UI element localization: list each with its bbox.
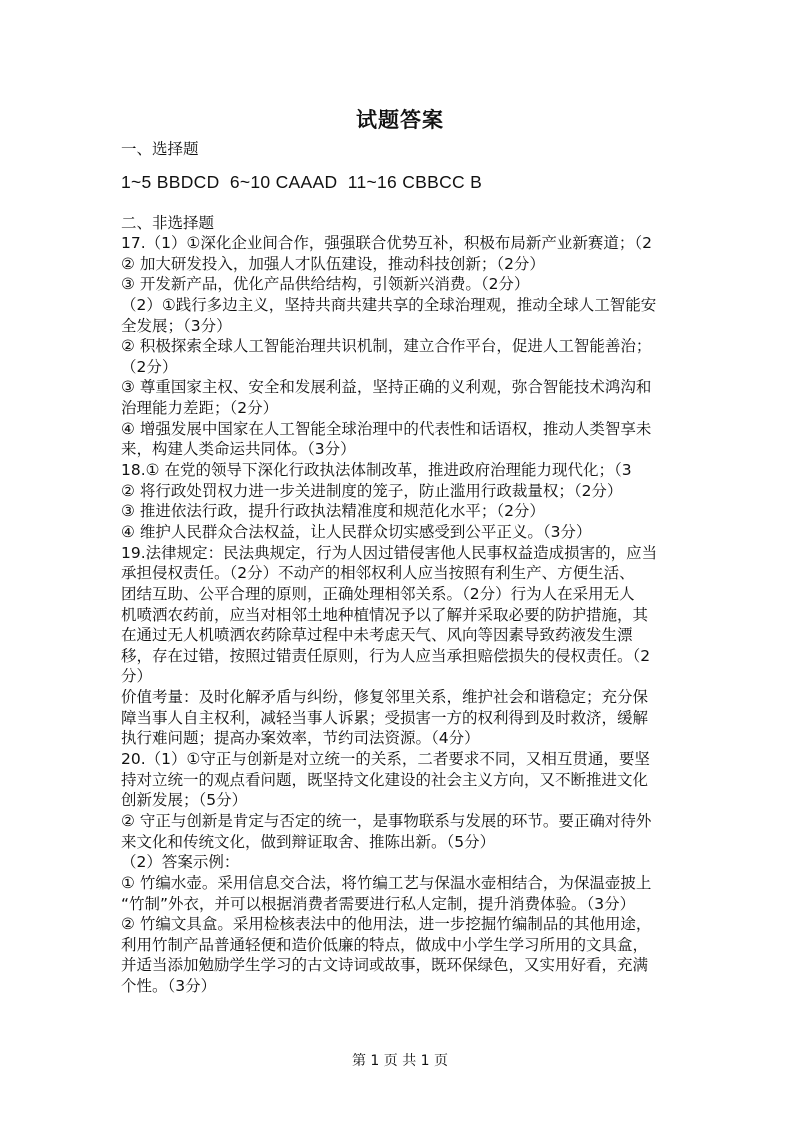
nonchoice-answer-lines (121, 233, 693, 997)
answer-line: ④ 维护人民群众合法权益，让人民群众切实感受到公平正义。（3分） (121, 522, 592, 541)
answer-line: ④ 增强发展中国家在人工智能全球治理中的代表性和话语权，推动人类智享未 (121, 419, 652, 438)
answer-line: （2分） (121, 357, 178, 376)
answer-line: 机喷洒农药前，应当对相邻土地种植情况予以了解并采取必要的防护措施，其 (121, 605, 649, 624)
answer-line: 持对立统一的观点看问题，既坚持文化建设的社会主义方向，又不断推进文化 (121, 770, 649, 789)
answer-line: ③ 尊重国家主权、安全和发展利益，坚持正确的义利观，弥合智能技术鸿沟和 (121, 378, 652, 397)
answer-line: 团结互助、公平合理的原则，正确处理相邻关系。（2分）行为人在采用无人 (121, 584, 635, 603)
answer-line: 创新发展；（5分） (121, 791, 248, 810)
answer-line: ② 将行政处罚权力进一步关进制度的笼子，防止滥用行政裁量权；（2分） (121, 481, 623, 500)
answer-line: 来，构建人类命运共同体。（3分） (121, 440, 356, 459)
choice-answers: 1~5 BBDCD 6~10 CAAAD 11~16 CBBCC B (121, 172, 483, 192)
answer-line: “竹制”外衣，并可以根据消费者需要进行私人定制，提升消费体验。（3分） (121, 894, 636, 913)
page-title: 试题答案 (356, 108, 444, 132)
section-nonchoice-heading: 二、非选择题 (121, 214, 215, 232)
answer-line: 来文化和传统文化，做到辩证取舍、推陈出新。（5分） (121, 832, 496, 851)
answer-line: 并适当添加勉励学生学习的古文诗词或故事，既环保绿色，又实用好看，充满 (121, 956, 649, 975)
answer-line: 个性。（3分） (121, 977, 217, 996)
answer-line: 17.（1）①深化企业间合作，强强联合优势互补，积极布局新产业新赛道；（2 (121, 234, 653, 252)
answer-line: ③ 推进依法行政，提升行政执法精准度和规范化水平；（2分） (121, 502, 545, 521)
answer-line: 价值考量：及时化解矛盾与纠纷，修复邻里关系，维护社会和谐稳定；充分保 (121, 688, 649, 707)
answer-line: 移，存在过错，按照过错责任原则，行为人应当承担赔偿损失的侵权责任。（2 (121, 646, 651, 665)
answer-line: 19.法律规定：民法典规定，行为人因过错侵害他人民事权益造成损害的，应当 (121, 543, 658, 562)
answer-line: ① 竹编水壶。采用信息交合法，将竹编工艺与保温水壶相结合，为保温壶披上 (121, 873, 652, 892)
answer-line: （2）①践行多边主义，坚持共商共建共享的全球治理观，推动全球人工智能安 (121, 295, 657, 314)
answer-line: 18.① 在党的领导下深化行政执法体制改革，推进政府治理能力现代化；（3 (121, 461, 632, 480)
answer-line: ② 守正与创新是肯定与否定的统一，是事物联系与发展的环节。要正确对待外 (121, 811, 652, 830)
answer-line: 障当事人自主权利，减轻当事人诉累；受损害一方的权利得到及时救济，缓解 (121, 708, 649, 727)
answer-line: ③ 开发新产品，优化产品供给结构，引领新兴消费。（2分） (121, 275, 530, 294)
answer-line: （2）答案示例： (121, 853, 240, 872)
answer-line: 分） (121, 667, 153, 686)
answer-line: ② 积极探索全球人工智能治理共识机制，建立合作平台，促进人工智能善治； (121, 337, 652, 356)
answer-line: 全发展；（3分） (121, 316, 232, 335)
answer-line: 执行难问题；提高办案效率，节约司法资源。（4分） (121, 729, 480, 748)
section-choice-heading: 一、选择题 (121, 140, 199, 158)
answer-line: 治理能力差距；（2分） (121, 399, 279, 418)
answer-line: ② 加大研发投入，加强人才队伍建设，推动科技创新；（2分） (121, 254, 545, 273)
answer-line: 利用竹制产品普通轻便和造价低廉的特点，做成中小学生学习所用的文具盒， (121, 935, 649, 954)
answer-line: 承担侵权责任。（2分）不动产的相邻权利人应当按照有利生产、方便生活、 (121, 564, 635, 583)
page-footer: 第 1 页 共 1 页 (351, 1053, 449, 1069)
answer-line: 在通过无人机喷洒农药除草过程中未考虑天气、风向等因素导致药液发生漂 (121, 626, 633, 645)
answer-line: 20.（1）①守正与创新是对立统一的关系，二者要求不同，又相互贯通，要坚 (121, 750, 650, 769)
answer-line: ② 竹编文具盒。采用检核表法中的他用法，进一步挖掘竹编制品的其他用途， (121, 915, 652, 934)
